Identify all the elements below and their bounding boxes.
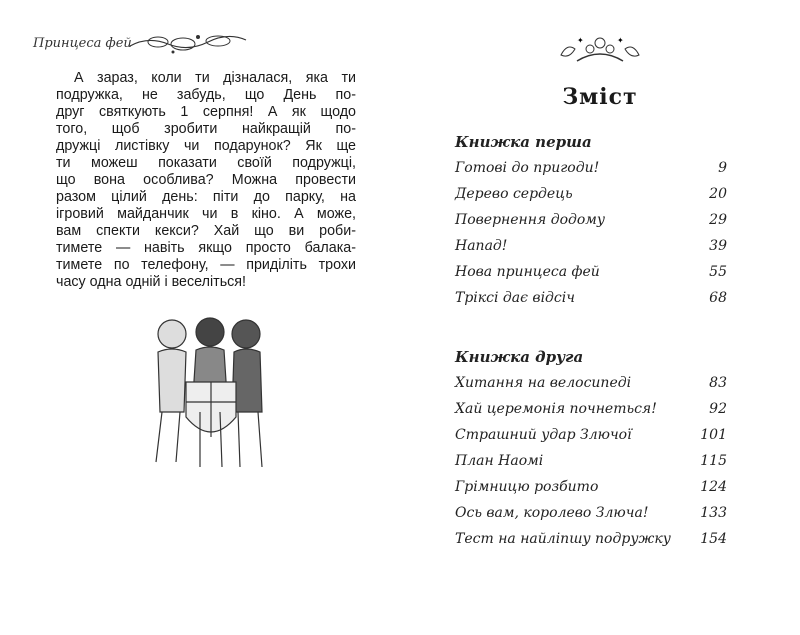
entry-page: 83: [709, 375, 727, 391]
section-heading: Книжка друга: [455, 348, 584, 366]
entry-page: 133: [700, 505, 727, 521]
toc-entry[interactable]: [455, 259, 727, 285]
tiara-ornament-icon: [555, 33, 645, 65]
text-line: подружка, не забудь, що День по-: [56, 87, 356, 103]
text-line: ігровий майданчик чи в кіно. А може,: [56, 206, 356, 222]
toc-entry[interactable]: [455, 396, 727, 422]
entry-page: 55: [709, 264, 727, 280]
text-line: ти можеш показати своїй подружці,: [56, 155, 356, 171]
toc-title: Зміст: [562, 84, 638, 110]
entry-title: Хай церемонія почнеться!: [455, 401, 657, 417]
toc-entry[interactable]: [455, 474, 727, 500]
entry-page: 9: [718, 160, 727, 176]
toc-entry[interactable]: [455, 500, 727, 526]
entry-page: 115: [700, 453, 727, 469]
toc-entry[interactable]: [455, 285, 727, 311]
entry-title: Тріксі дає відсіч: [455, 290, 575, 306]
toc-entry[interactable]: [455, 207, 727, 233]
text-line: А зараз, коли ти дізналася, яка ти: [74, 70, 356, 86]
text-line: тимете по телефону, — приділіть трохи: [56, 257, 356, 273]
entry-title: Грімницю розбито: [455, 479, 599, 495]
toc-entry[interactable]: [455, 155, 727, 181]
toc-entry[interactable]: [455, 233, 727, 259]
text-line: дружці листівку чи подарунок? Як ще: [56, 138, 356, 154]
entry-page: 20: [709, 186, 727, 202]
entry-page: 68: [709, 290, 727, 306]
svg-text:✦: ✦: [577, 36, 584, 45]
entry-title: Хитання на велосипеді: [455, 375, 632, 391]
entry-title: Повернення додому: [455, 212, 606, 228]
entry-page: 101: [700, 427, 727, 443]
text-line: тимете — навіть якщо просто балака-: [56, 240, 356, 256]
toc-entry[interactable]: [455, 422, 727, 448]
section-heading: Книжка перша: [455, 133, 592, 151]
entry-page: 124: [700, 479, 727, 495]
text-line: разом цілий день: піти до парку, на: [56, 189, 356, 205]
text-line: вам спекти кекси? Хай що ви роби-: [56, 223, 356, 239]
entry-page: 29: [709, 212, 727, 228]
entry-page: 92: [709, 401, 727, 417]
entry-page: 39: [709, 238, 727, 254]
entry-title: Дерево сердець: [455, 186, 573, 202]
text-line: того, щоб зробити найкращій по-: [56, 121, 356, 137]
entry-title: Страшний удар Злючої: [455, 427, 632, 443]
text-line: друг святкують 1 серпня! А як щодо: [56, 104, 356, 120]
entry-title: Тест на найліпшу подружку: [455, 531, 671, 547]
toc-section-book-one: [455, 129, 727, 311]
toc-section-book-two: [455, 344, 727, 552]
body-paragraph: [56, 70, 356, 291]
toc-entry[interactable]: [455, 526, 727, 552]
entry-title: Напад!: [455, 238, 508, 254]
vine-ornament-icon: [128, 32, 248, 56]
toc-entry[interactable]: [455, 370, 727, 396]
svg-text:✦: ✦: [617, 36, 624, 45]
running-head: Принцеса фей: [33, 36, 132, 51]
entry-page: 154: [700, 531, 727, 547]
entry-title: План Наомі: [455, 453, 544, 469]
text-line: часу одна одній і веселіться!: [56, 274, 247, 290]
toc-entry[interactable]: [455, 448, 727, 474]
toc-entry[interactable]: [455, 181, 727, 207]
three-princesses-illustration: [140, 312, 280, 477]
text-line: що вона особлива? Можна провести: [56, 172, 356, 188]
entry-title: Нова принцеса фей: [455, 264, 600, 280]
entry-title: Готові до пригоди!: [455, 160, 600, 176]
entry-title: Ось вам, королево Злюча!: [455, 505, 649, 521]
